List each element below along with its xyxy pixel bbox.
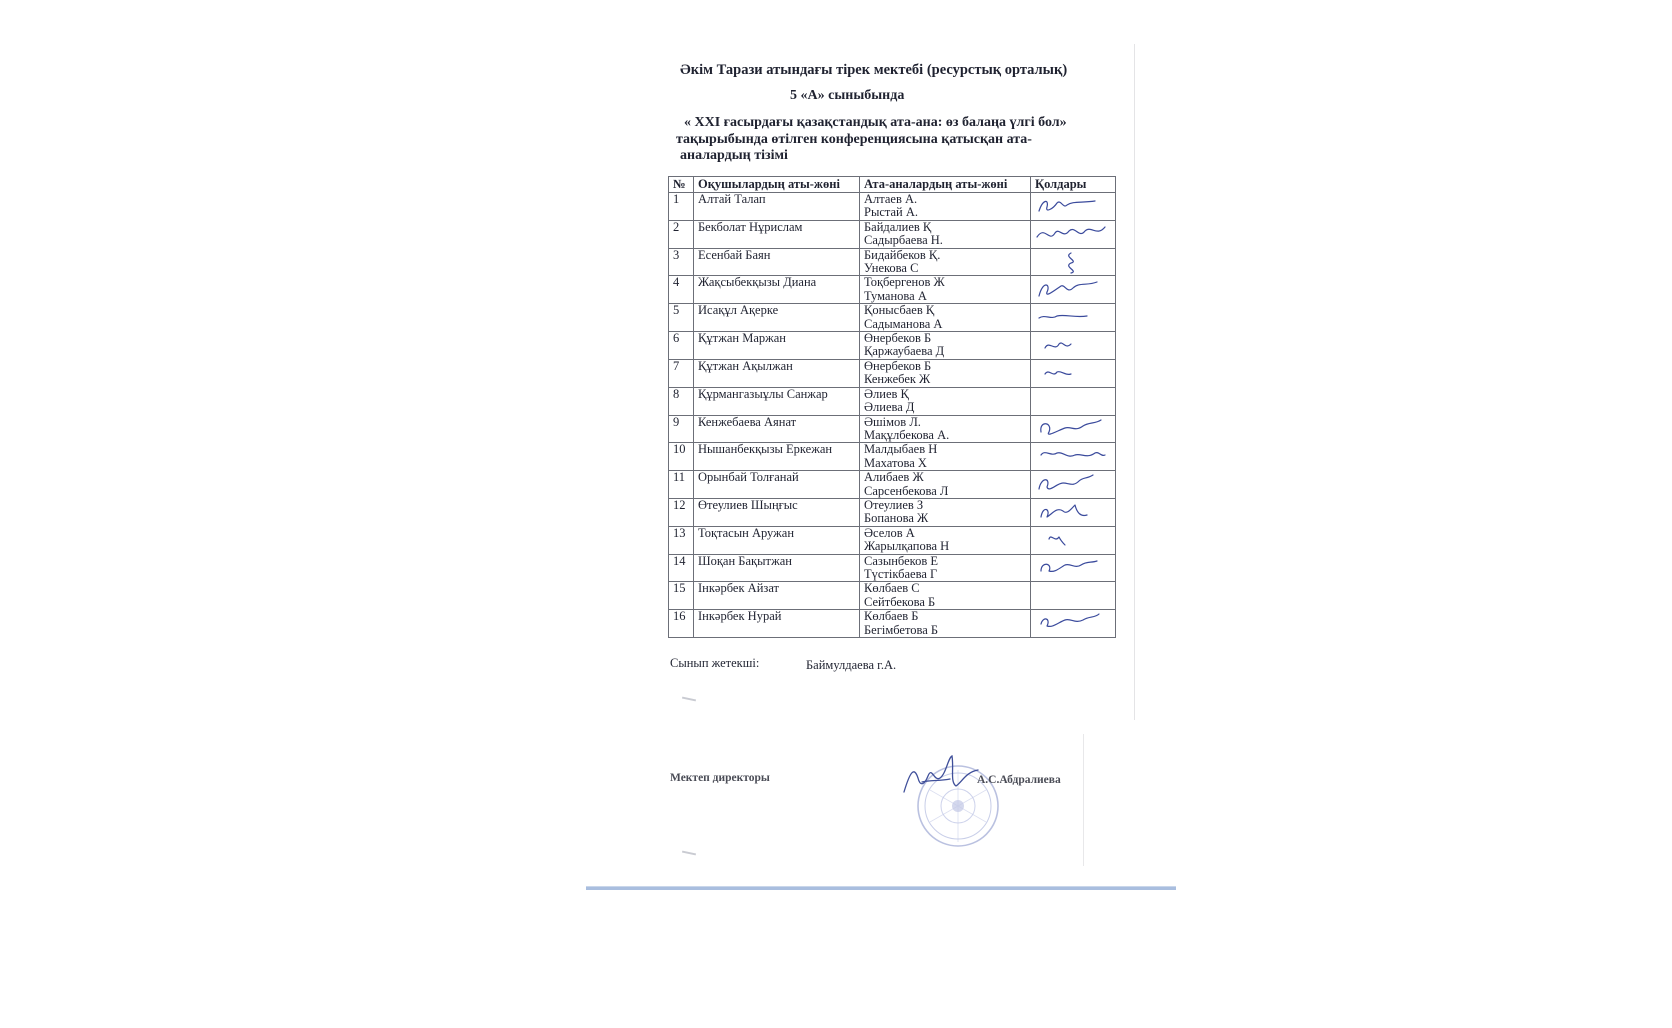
parent-name: Байдалиев Қ [864, 219, 932, 234]
row-number: 14 [669, 554, 694, 582]
row-number: 4 [669, 276, 694, 304]
signature-cell [1031, 526, 1116, 554]
table-row [669, 610, 1116, 638]
table-row [669, 248, 1116, 276]
parent-name: Рыстай А. [864, 205, 919, 220]
parent-name: Малдыбаев Н [864, 442, 938, 457]
student-name: Інкәрбек Айзат [694, 582, 860, 610]
parent-name: Өнербеков Б [864, 358, 932, 373]
parent-name: Бопанова Ж [864, 511, 929, 526]
parent-names [860, 415, 1031, 443]
parent-name: Көлбаев Б [864, 609, 919, 624]
table-row [669, 443, 1116, 471]
parent-signature [1035, 249, 1111, 275]
table-body [669, 193, 1116, 638]
student-name: Орынбай Толғанай [694, 471, 860, 499]
attendance-table [668, 176, 1116, 638]
table-row [669, 304, 1116, 332]
parent-name: Әлиева Д [864, 400, 915, 415]
row-number: 8 [669, 387, 694, 415]
class-line: 5 «А» сыныбында [790, 88, 905, 103]
student-name: Өтеулиев Шыңғыс [694, 498, 860, 526]
table-row [669, 193, 1116, 221]
signature-cell [1031, 276, 1116, 304]
parent-signature [1035, 304, 1111, 330]
row-number: 7 [669, 359, 694, 387]
parent-name: Алтаев А. [864, 192, 918, 206]
student-name: Құрмангазыұлы Санжар [694, 387, 860, 415]
row-number: 16 [669, 610, 694, 638]
row-number: 2 [669, 220, 694, 248]
parent-names [860, 332, 1031, 360]
row-number: 9 [669, 415, 694, 443]
student-name: Нышанбекқызы Еркежан [694, 443, 860, 471]
parent-signature [1035, 555, 1111, 581]
page-edge [1134, 44, 1135, 720]
parent-signature [1035, 416, 1111, 442]
parent-name: Махатова Х [864, 455, 927, 470]
parent-names [860, 471, 1031, 499]
parent-names [860, 359, 1031, 387]
parent-name: Қонысбаев Қ [864, 303, 935, 318]
parent-names [860, 554, 1031, 582]
student-name: Інкәрбек Нурай [694, 610, 860, 638]
parent-signature [1035, 527, 1111, 553]
parent-name: Қаржаубаева Д [864, 344, 945, 359]
table-row [669, 359, 1116, 387]
parent-signature [1035, 610, 1111, 636]
parent-signature [1035, 360, 1111, 386]
student-name: Құтжан Ақылжан [694, 359, 860, 387]
student-name: Құтжан Маржан [694, 332, 860, 360]
student-name: Исақұл Ақерке [694, 304, 860, 332]
student-name: Есенбай Баян [694, 248, 860, 276]
row-number: 15 [669, 582, 694, 610]
header-student: Оқушылардың аты-жөні [694, 177, 860, 193]
parent-name: Отеулиев З [864, 497, 924, 512]
signature-cell [1031, 304, 1116, 332]
table-row [669, 554, 1116, 582]
parent-names [860, 582, 1031, 610]
director-label: Мектеп директоры [670, 772, 770, 784]
signature-cell [1031, 471, 1116, 499]
header-signature: Қолдары [1031, 177, 1116, 193]
parent-name: Унекова С [864, 261, 919, 276]
header-number: № [669, 177, 694, 193]
parent-name: Жарылқапова Н [864, 539, 950, 554]
parent-names [860, 248, 1031, 276]
parent-name: Әселов А [864, 525, 915, 540]
signature-cell [1031, 359, 1116, 387]
signature-cell [1031, 220, 1116, 248]
table-row [669, 526, 1116, 554]
parent-name: Мақұлбекова А. [864, 427, 950, 442]
parent-names [860, 387, 1031, 415]
table-row [669, 582, 1116, 610]
parent-names [860, 304, 1031, 332]
parent-names [860, 610, 1031, 638]
parent-name: Садырбаева Н. [864, 233, 943, 248]
table-row [669, 387, 1116, 415]
parent-names [860, 498, 1031, 526]
row-number: 11 [669, 471, 694, 499]
parent-signature [1035, 276, 1111, 302]
row-number: 1 [669, 193, 694, 221]
parent-name: Сейтбекова Б [864, 594, 936, 609]
signature-cell [1031, 387, 1116, 415]
row-number: 10 [669, 443, 694, 471]
student-name: Тоқтасын Аружан [694, 526, 860, 554]
parent-names [860, 276, 1031, 304]
parent-name: Туманова А [864, 288, 927, 303]
parent-signature [1035, 221, 1111, 247]
row-number: 5 [669, 304, 694, 332]
parent-name: Әлиев Қ [864, 386, 909, 401]
parent-name: Сазынбеков Е [864, 553, 939, 568]
header-parent: Ата-аналардың аты-жөні [860, 177, 1031, 193]
parent-name: Бегімбетова Б [864, 622, 939, 637]
signature-cell [1031, 554, 1116, 582]
parent-name: Тоқбергенов Ж [864, 275, 945, 290]
parent-signature [1035, 193, 1111, 219]
signature-cell [1031, 248, 1116, 276]
teacher-label: Сынып жетекші: [670, 656, 760, 670]
student-name: Алтай Талап [694, 193, 860, 221]
table-header-row [669, 177, 1116, 193]
parent-signature [1035, 443, 1111, 469]
signature-cell [1031, 498, 1116, 526]
teacher-name: Баймулдаева г.А. [806, 658, 897, 672]
student-name: Кенжебаева Аянат [694, 415, 860, 443]
parent-name: Көлбаев С [864, 581, 920, 596]
parent-signature [1035, 471, 1111, 497]
parent-names [860, 193, 1031, 221]
student-name: Шоқан Бақытжан [694, 554, 860, 582]
signature-cell [1031, 415, 1116, 443]
parent-name: Түстікбаева Г [864, 566, 938, 581]
parent-names [860, 526, 1031, 554]
parent-name: Өнербеков Б [864, 331, 932, 346]
topic-line: аналардың тізімі [680, 148, 788, 163]
parent-names [860, 220, 1031, 248]
topic-line: « XXI ғасырдағы қазақстандық ата-ана: өз балаңа үлгі бол» [684, 115, 1067, 130]
signature-cell [1031, 610, 1116, 638]
parent-name: Алибаев Ж [864, 470, 924, 485]
page-edge [1083, 734, 1084, 866]
row-number: 6 [669, 332, 694, 360]
student-name: Жақсыбекқызы Диана [694, 276, 860, 304]
parent-name: Садыманова А [864, 316, 943, 331]
table-row [669, 220, 1116, 248]
row-number: 3 [669, 248, 694, 276]
parent-name: Сарсенбекова Л [864, 483, 949, 498]
parent-names [860, 443, 1031, 471]
parent-name: Кенжебек Ж [864, 372, 931, 387]
signature-cell [1031, 443, 1116, 471]
table-row [669, 276, 1116, 304]
parent-name: Әшімов Л. [864, 414, 921, 429]
table-row [669, 332, 1116, 360]
row-number: 12 [669, 498, 694, 526]
signature-cell [1031, 582, 1116, 610]
director-signature [900, 752, 980, 798]
director-name: А.С.Абдралиева [977, 774, 1061, 786]
parent-signature [1035, 499, 1111, 525]
topic-line: тақырыбында өтілген конференциясына қатысқан ата- [676, 131, 1032, 147]
parent-name: Бидайбеков Қ. [864, 247, 941, 262]
school-title: Әкім Тарази атындағы тірек мектебі (ресурстық орталық) [680, 62, 1068, 78]
signature-cell [1031, 332, 1116, 360]
conference-topic [676, 115, 1116, 165]
table-row [669, 498, 1116, 526]
table-row [669, 415, 1116, 443]
parent-signature [1035, 332, 1111, 358]
table-row [669, 471, 1116, 499]
page-bottom-rule [586, 886, 1176, 890]
signature-cell [1031, 193, 1116, 221]
row-number: 13 [669, 526, 694, 554]
student-name: Бекболат Нұрислам [694, 220, 860, 248]
